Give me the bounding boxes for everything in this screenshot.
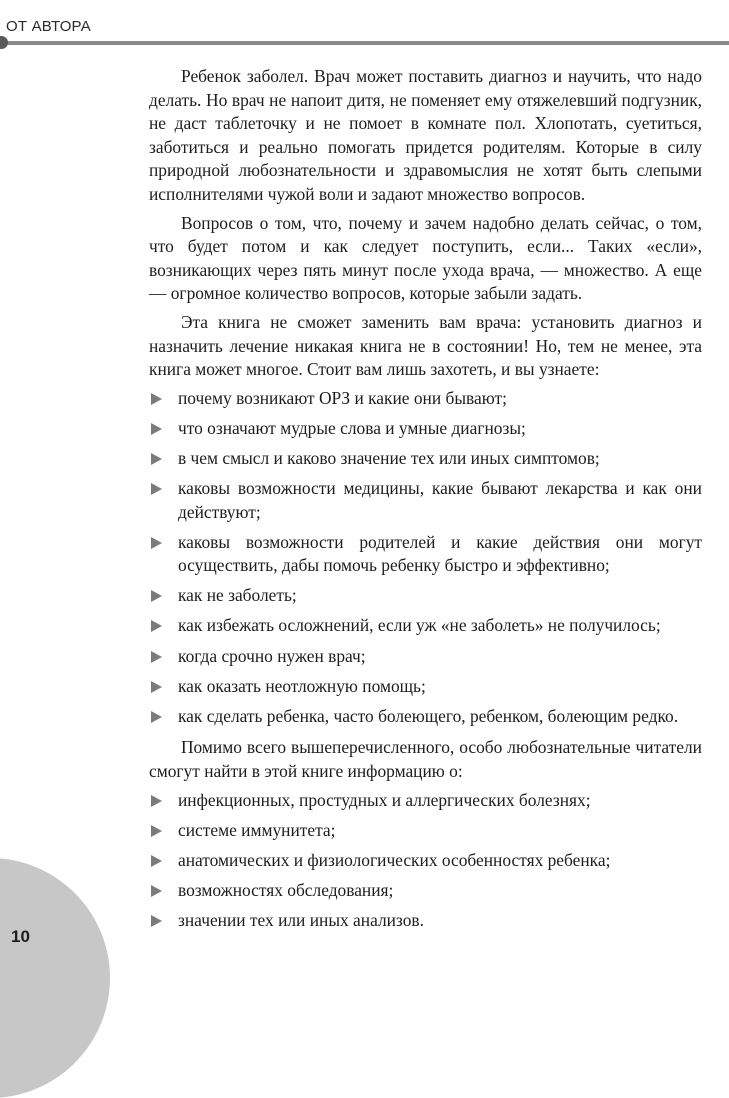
list-item-text: каковы возможности медицины, какие бывают лекарства и как они действуют; — [178, 478, 702, 522]
list-item — [149, 387, 702, 411]
list-item — [149, 819, 702, 843]
list-item — [149, 849, 702, 873]
triangle-bullet-icon — [151, 795, 162, 807]
list-item — [149, 447, 702, 471]
triangle-bullet-icon — [151, 915, 162, 927]
header-rule — [0, 41, 729, 45]
paragraph-4: Помимо всего вышеперечисленного, особо любознательные читатели смогут найти в этой книге информацию о: — [149, 737, 702, 781]
list-item — [149, 584, 702, 608]
list-item-text: почему возникают ОРЗ и какие они бывают; — [178, 387, 507, 408]
list-item — [149, 614, 702, 638]
list-item — [149, 675, 702, 699]
topics-list — [149, 387, 702, 729]
list-item — [149, 477, 702, 524]
section-title: ОТ АВТОРА — [6, 18, 91, 35]
running-header — [0, 0, 729, 46]
list-item — [149, 879, 702, 903]
page-number: 10 — [11, 927, 30, 946]
page-number-circle — [0, 858, 110, 1098]
list-item-text: что означают мудрые слова и умные диагнозы; — [178, 417, 526, 438]
paragraph-3: Эта книга не сможет заменить вам врача: установить диагноз и назначить лечение никакая книга не в состоянии! Но, тем не менее, эта книга может многое. Стоит вам лишь захотеть, и вы узнаете: — [149, 311, 702, 380]
list-item-text: возможностях обследования; — [178, 879, 394, 900]
triangle-bullet-icon — [151, 393, 162, 405]
triangle-bullet-icon — [151, 651, 162, 663]
list-item-text: инфекционных, простудных и аллергических болезнях; — [178, 789, 591, 810]
list-item — [149, 705, 702, 729]
list-item-text: анатомических и физиологических особенностях ребенка; — [178, 849, 611, 870]
info-list — [149, 789, 702, 933]
triangle-bullet-icon — [151, 483, 162, 495]
list-item-text: как избежать осложнений, если уж «не заболеть» не получилось; — [178, 615, 661, 636]
triangle-bullet-icon — [151, 855, 162, 867]
list-item-text: когда срочно нужен врач; — [178, 645, 366, 666]
triangle-bullet-icon — [151, 423, 162, 435]
triangle-bullet-icon — [151, 681, 162, 693]
list-item-text: значении тех или иных анализов. — [178, 909, 424, 930]
triangle-bullet-icon — [151, 620, 162, 632]
list-item — [149, 417, 702, 441]
list-item-text: как сделать ребенка, часто болеющего, ребенком, болеющим редко. — [178, 705, 679, 726]
triangle-bullet-icon — [151, 825, 162, 837]
triangle-bullet-icon — [151, 885, 162, 897]
triangle-bullet-icon — [151, 590, 162, 602]
paragraph-1: Ребенок заболел. Врач может поставить диагноз и научить, что надо делать. Но врач не напоит дитя, не поменяет ему отяжелевший подгузник, не даст таблеточку и не помоет в комнате пол. Хлопотать, суетиться, заботиться и реально помогать придется родителям. Которые в силу природной любознательности и здравомыслия не хотят быть слепыми исполнителями чужой воли и задают множество вопросов. — [149, 66, 702, 204]
triangle-bullet-icon — [151, 453, 162, 465]
triangle-bullet-icon — [151, 711, 162, 723]
list-item-text: в чем смысл и каково значение тех или иных симптомов; — [178, 447, 600, 468]
triangle-bullet-icon — [151, 537, 162, 549]
list-item-text: каковы возможности родителей и какие действия они могут осуществить, дабы помочь ребенку быстро и эффективно; — [178, 531, 702, 576]
list-item — [149, 645, 702, 669]
header-dot — [0, 36, 8, 49]
list-item-text: системе иммунитета; — [178, 819, 336, 840]
paragraph-2: Вопросов о том, что, почему и зачем надобно делать сейчас, о том, что будет потом и как следует поступить, если... Таких «если», возникающих через пять минут после ухода врача, — множество. А еще — огромное количество вопросов, которые забыли задать. — [149, 212, 702, 304]
list-item — [149, 789, 702, 813]
list-item — [149, 909, 702, 933]
body-text — [149, 65, 702, 941]
list-item — [149, 531, 702, 578]
list-item-text: как оказать неотложную помощь; — [178, 675, 426, 696]
list-item-text: как не заболеть; — [178, 585, 297, 606]
